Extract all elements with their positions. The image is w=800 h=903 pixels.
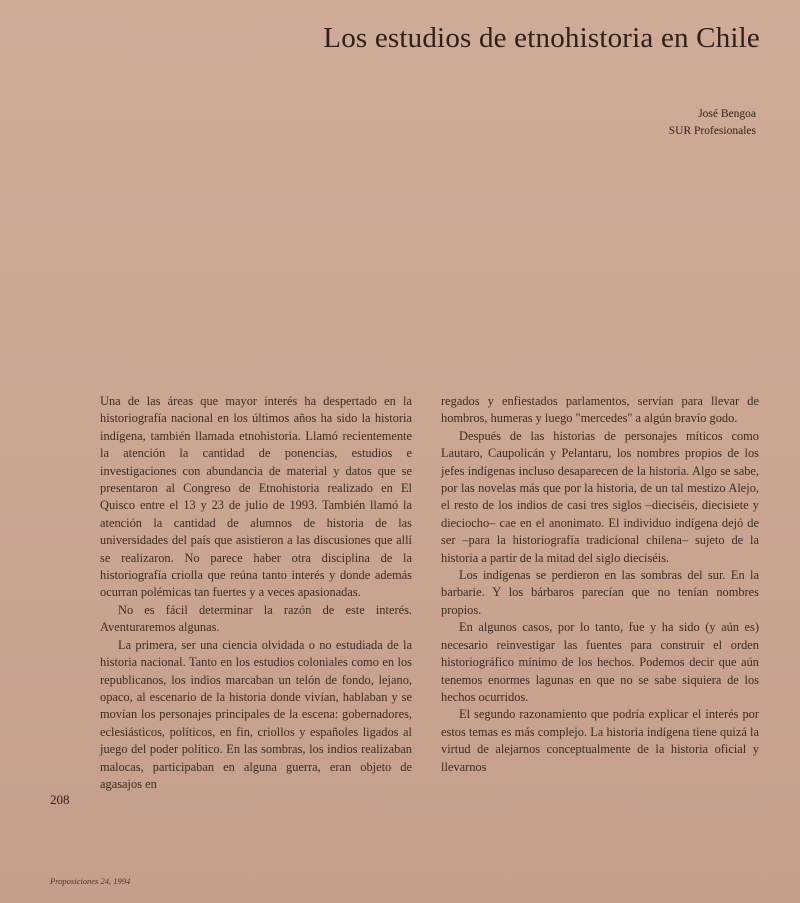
paragraph: regados y enfiestados parlamentos, servían para llevar de hombros, humeras y luego "mercedes" a algún bravío godo. (441, 394, 759, 426)
author-name: José Bengoa (698, 108, 756, 120)
right-column (441, 393, 759, 776)
paragraph: Después de las historias de personajes míticos como Lautaro, Caupolicán y Pelantaru, los nombres propios de los jefes indígenas incluso desaparecen de la historia. Algo se sabe, por las novelas más que por la historia, de un tal mestizo Alejo, el resto de los indios de casi tres siglos –dieciséis, diecisiete y dieciocho– cae en el anonimato. El individuo indígena dejó de ser –para la historiografía tradicional chilena– sujeto de la historia a partir de la mitad del siglo dieciséis. (441, 428, 759, 565)
paragraph: No es fácil determinar la razón de este interés. Aventuraremos algunas. (100, 602, 412, 635)
paragraph: La primera, ser una ciencia olvidada o no estudiada de la historia nacional. Tanto en los estudios coloniales como en los republicanos, los indios marcaban un telón de fondo, lejano, opaco, al escenario de la historia donde vivían, hablaban y se movían los personajes principales de la escena: gobernadores, eclesiásticos, políticos, en fin, criollos y españoles ligados al juego del poder político. En las sombras, los indios realizaban malocas, participaban en alguna guerra, eran objeto de agasajos en (100, 637, 412, 791)
paragraph: Una de las áreas que mayor interés ha despertado en la historiografía nacional en los últimos años ha sido la historia indígena, también llamada etnohistoria. Llamó recientemente la atención la cantidad de ponencias, estudios e investigaciones con abundancia de material y datos que se presentaron al Congreso de Etnohistoria realizado en El Quisco entre el 13 y 23 de julio de 1993. También llamó la atención la cantidad de alumnos de historia de las universidades del país que asistieron a las discusiones que allí se realizaron. No parece haber otra disciplina de la historiografía criolla que reúna tanto interés y donde además ocurran polémicas tan fuertes y a veces apasionadas. (100, 394, 412, 600)
left-column (100, 393, 412, 793)
paragraph: Los indígenas se perdieron en las sombras del sur. En la barbarie. Y los bárbaros parecían que no tenían nombres propios. (441, 568, 759, 617)
author-affiliation: SUR Profesionales (668, 125, 756, 137)
footer-citation: Proposiciones 24, 1994 (50, 876, 131, 886)
article-title: Los estudios de etnohistoria en Chile (323, 22, 760, 54)
paragraph: El segundo razonamiento que podría explicar el interés por estos temas es más complejo. La historia indígena tiene quizá la virtud de alejarnos conceptualmente de la historia oficial y llevarnos (441, 707, 759, 774)
author-block (669, 106, 756, 140)
paragraph: En algunos casos, por lo tanto, fue y ha sido (y aún es) necesario reinvestigar las fuentes para construir el orden historiográfico mínimo de los hechos. Podemos decir que aún tenemos enormes lagunas en que no se sabe siquiera de los hechos ocurridos. (441, 620, 759, 704)
page-number: 208 (50, 792, 70, 807)
